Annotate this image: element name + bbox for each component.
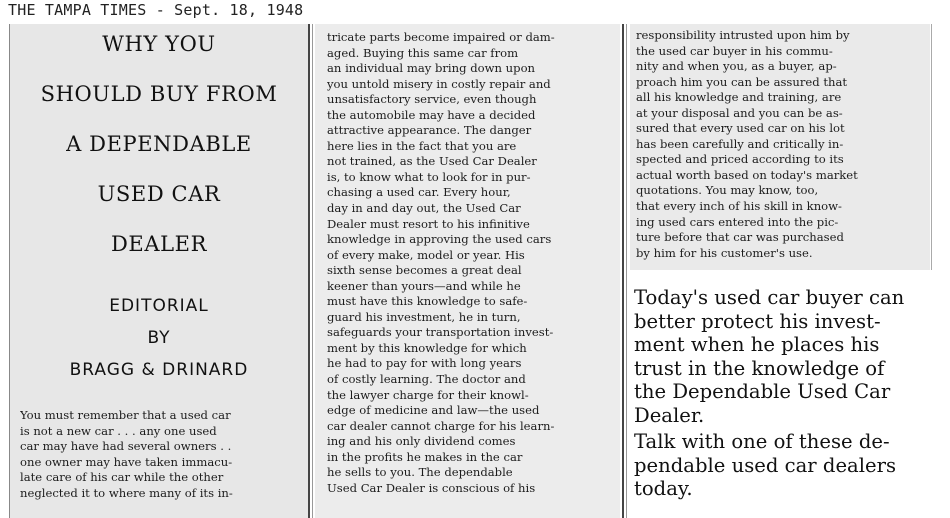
body-line: the automobile may have a decided	[327, 107, 536, 122]
body-line: he had to pay for with long years	[327, 356, 522, 371]
body-line: quotations. You may know, too,	[636, 183, 819, 198]
body-line: of costly learning. The doctor and	[327, 372, 526, 387]
body-line: all his knowledge and training, are	[636, 90, 842, 105]
body-line: ment by this knowledge for which	[327, 340, 527, 355]
body-line: here lies in the fact that you are	[327, 138, 517, 153]
callout-line: better protect his invest-	[634, 309, 881, 333]
body-line: by him for his customer's use.	[636, 245, 813, 260]
callout-line: ment when he places his	[634, 333, 880, 357]
callout-1	[634, 286, 930, 428]
body-line: car may have had several owners . .	[20, 439, 232, 454]
column-rule	[931, 24, 932, 270]
body-line: of every make, model or year. His	[327, 247, 525, 262]
column-rule	[308, 24, 310, 518]
body-line: spected and priced according to its	[636, 152, 844, 167]
body-line: You must remember that a used car	[20, 408, 231, 422]
body-line: knowledge in approving the used cars	[327, 232, 552, 247]
body-line: neglected it to where many of its in-	[20, 485, 233, 500]
byline-line: EDITORIAL	[109, 296, 209, 316]
callout-2	[634, 430, 930, 501]
column-1	[10, 24, 308, 518]
callout-line: Today's used car buyer can	[634, 286, 905, 309]
body-line: at your disposal and you can be as-	[636, 105, 843, 120]
column-3-callout	[630, 270, 930, 518]
body-line: edge of medicine and law—the used	[327, 403, 540, 418]
body-line: attractive appearance. The danger	[327, 123, 532, 138]
body-line: has been carefully and critically in-	[636, 136, 844, 151]
body-line: proach him you can be assured that	[636, 74, 848, 89]
column-rule	[312, 24, 313, 518]
body-line: one owner may have taken immacu-	[20, 454, 233, 469]
column-rule	[9, 24, 10, 518]
body-line: the lawyer charge for their knowl-	[327, 387, 529, 402]
body-line: not trained, as the Used Car Dealer	[327, 154, 537, 169]
body-line: actual worth based on today's market	[636, 167, 858, 182]
masthead: THE TAMPA TIMES - Sept. 18, 1948	[8, 1, 304, 19]
body-line: keener than yours—and while he	[327, 278, 521, 293]
body-line: Used Car Dealer is conscious of his	[327, 480, 536, 495]
callout-line: pendable used car dealers	[634, 453, 897, 477]
body-line: unsatisfactory service, even though	[327, 92, 537, 107]
body-line: ing and his only dividend comes	[327, 434, 516, 449]
headline-line: USED CAR	[97, 182, 221, 206]
body-line: ing used cars entered into the pic-	[636, 214, 839, 229]
body-line: sured that every used car on his lot	[636, 121, 845, 136]
body-line: the used car buyer in his commu-	[636, 43, 833, 58]
callout-line: Dealer.	[634, 403, 705, 427]
body-line: Dealer must resort to his infinitive	[327, 216, 530, 231]
body-line: day in and day out, the Used Car	[327, 201, 521, 216]
body-line: chasing a used car. Every hour,	[327, 185, 511, 200]
body-line: is not a new car . . . any one used	[20, 423, 217, 438]
callout-line: today.	[634, 477, 693, 501]
column-3	[630, 24, 930, 270]
byline-line: BY	[147, 328, 171, 348]
column-rule	[622, 24, 624, 518]
headline-line: A DEPENDABLE	[66, 132, 252, 156]
body-line: that every inch of his skill in know-	[636, 199, 842, 214]
column-1-body	[20, 408, 304, 501]
column-2	[315, 24, 620, 518]
callout-line: the Dependable Used Car	[634, 380, 891, 404]
body-line: you untold misery in costly repair and	[327, 76, 551, 91]
body-line: nity and when you, as a buyer, ap-	[636, 59, 837, 74]
body-line: responsibility intrusted upon him by	[636, 28, 850, 42]
body-line: sixth sense becomes a great deal	[327, 263, 522, 278]
headline-line: DEALER	[110, 232, 208, 256]
body-line: he sells to you. The dependable	[327, 465, 513, 480]
body-line: late care of his car while the other	[20, 470, 224, 485]
body-line: ture before that car was purchased	[636, 230, 844, 245]
byline-line: BRAGG & DRINARD	[69, 360, 249, 380]
body-line: car dealer cannot charge for his learn-	[327, 418, 555, 433]
callout-line: trust in the knowledge of	[634, 356, 885, 380]
body-line: tricate parts become impaired or dam-	[327, 30, 555, 44]
column-rule	[626, 24, 627, 518]
body-line: must have this knowledge to safe-	[327, 294, 528, 309]
body-line: guard his investment, he in turn,	[327, 309, 521, 324]
headline-line: SHOULD BUY FROM	[40, 82, 278, 106]
body-line: an individual may bring down upon	[327, 61, 536, 76]
column-3-body	[636, 28, 928, 261]
headline-line: WHY YOU	[102, 32, 216, 56]
callout-line: Talk with one of these de-	[634, 430, 890, 453]
body-line: aged. Buying this same car from	[327, 45, 519, 60]
body-line: in the profits he makes in the car	[327, 449, 523, 464]
body-line: is, to know what to look for in pur-	[327, 169, 531, 184]
body-line: safeguards your transportation invest-	[327, 325, 554, 340]
column-2-body	[327, 30, 617, 496]
